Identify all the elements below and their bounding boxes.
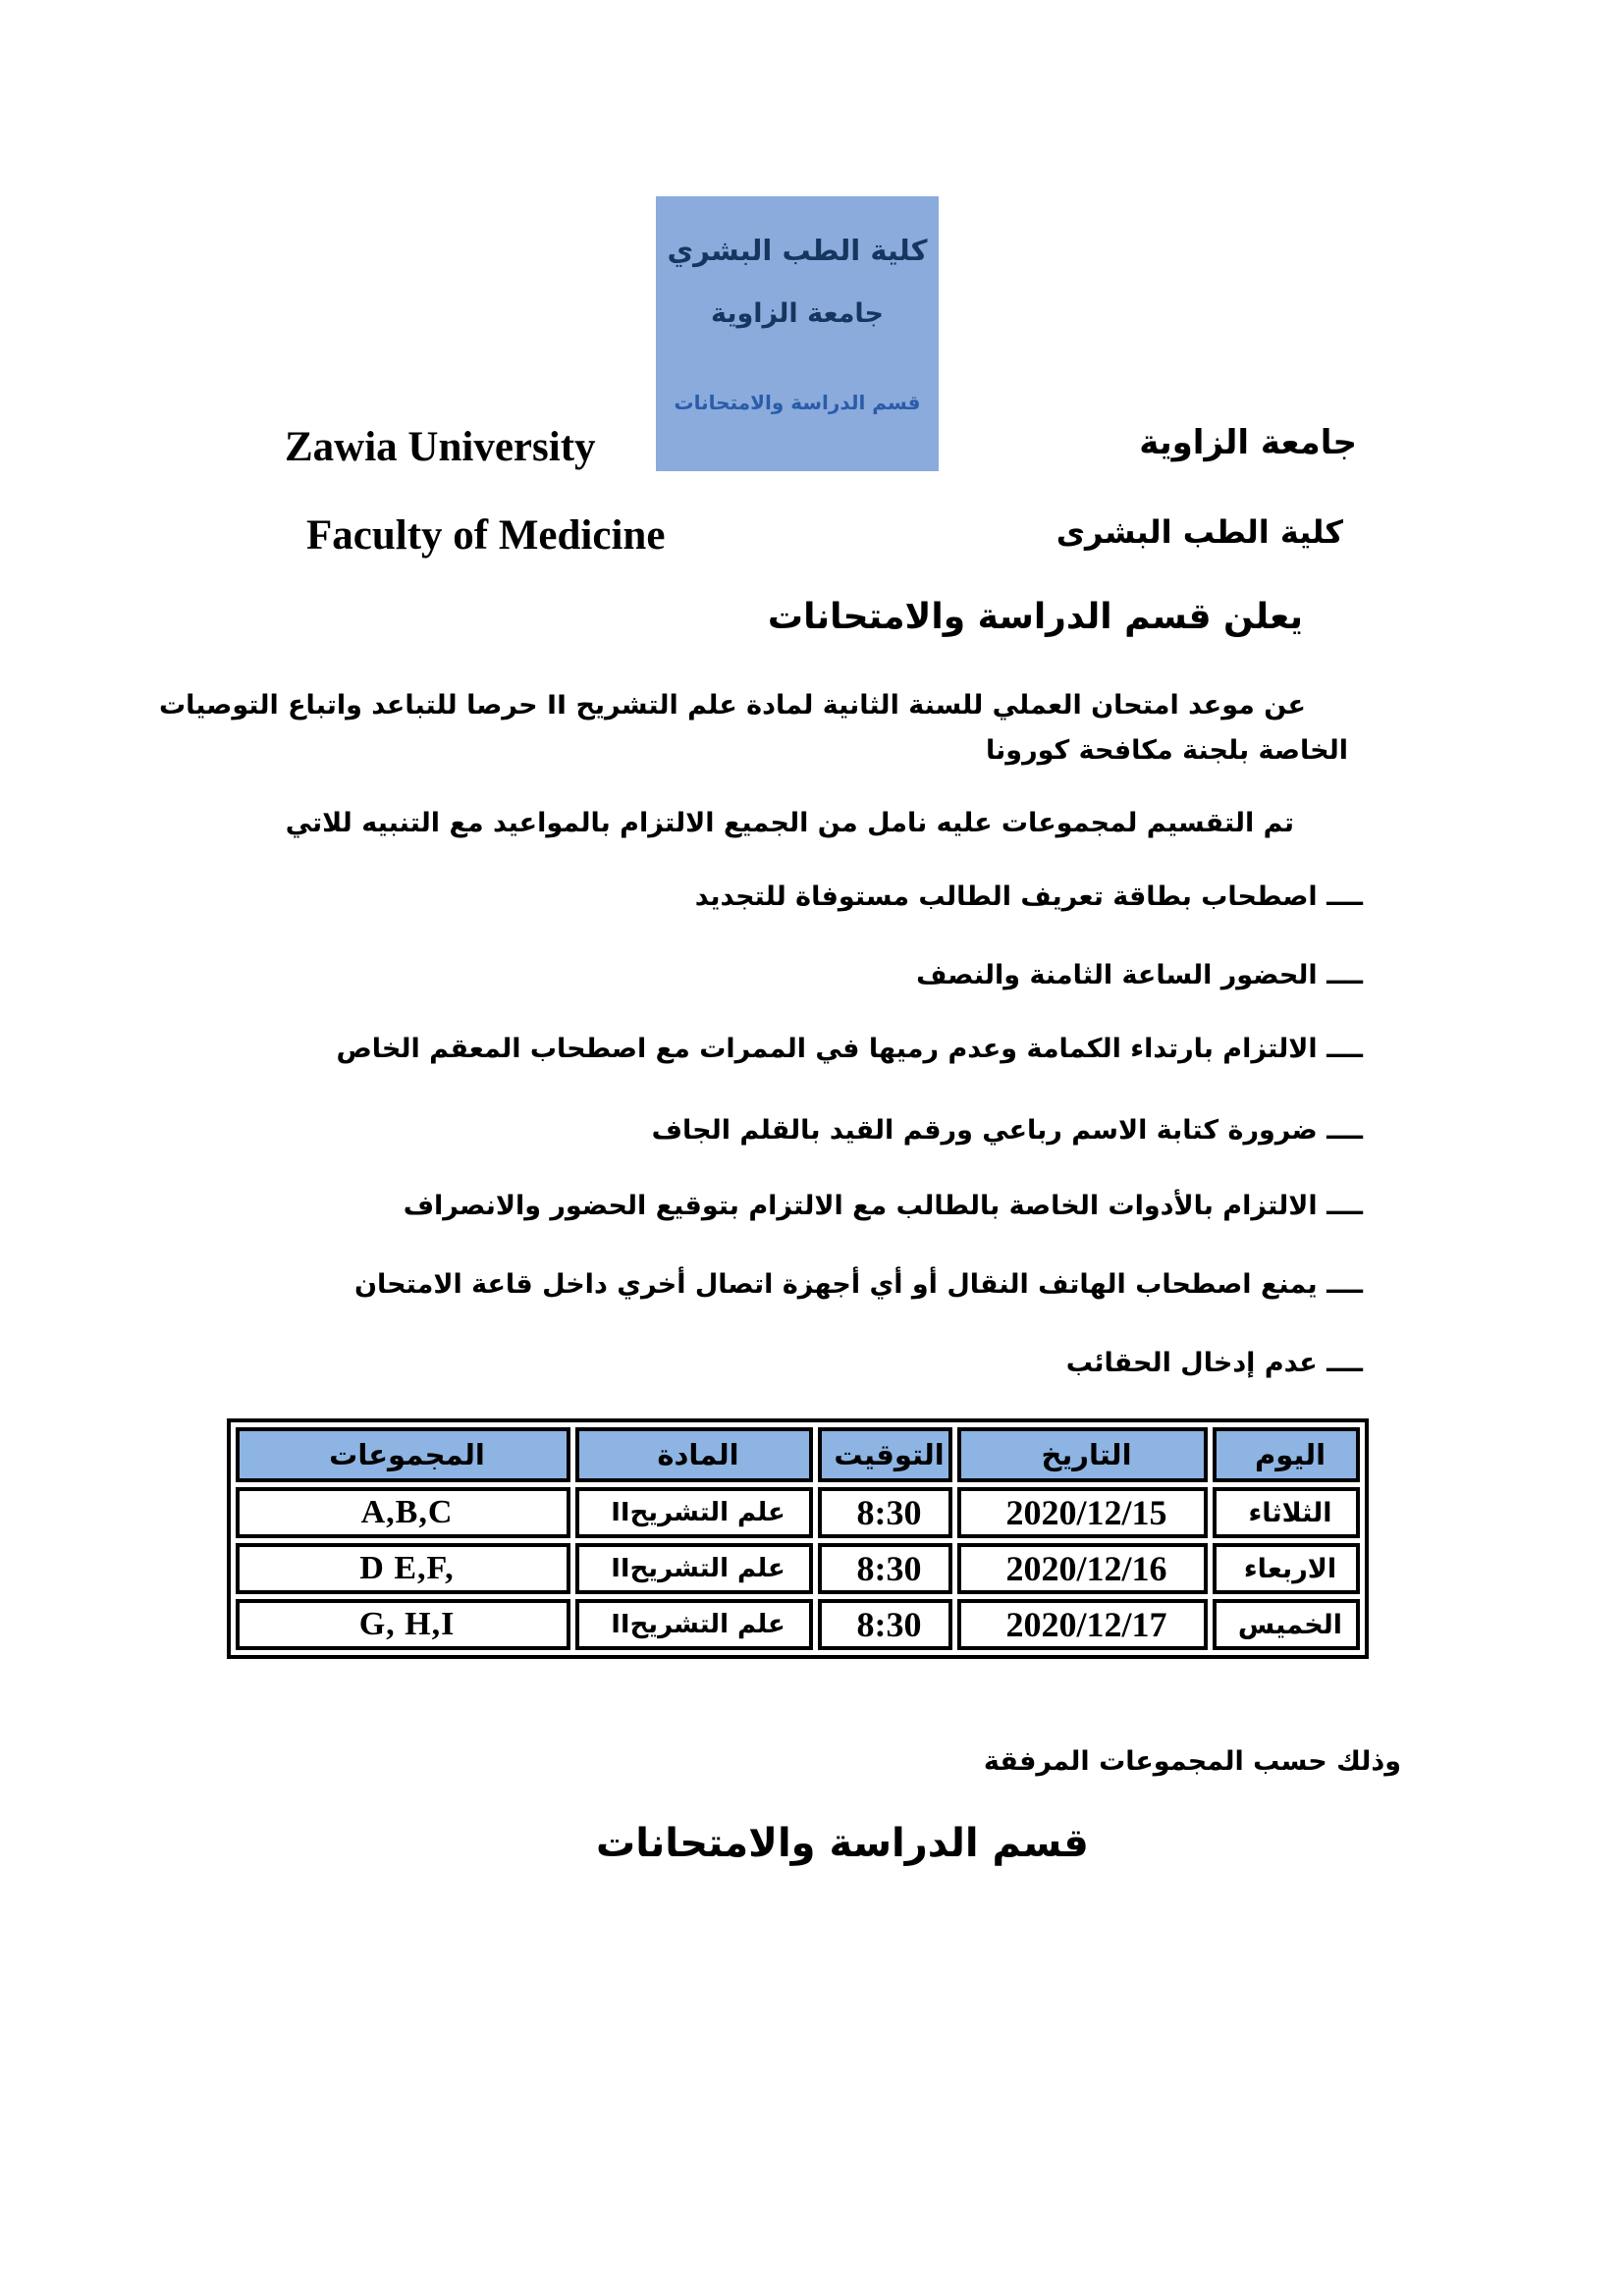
notes-intro: تم التقسيم لمجموعات عليه نامل من الجميع الالتزام بالمواعيد مع التنبيه للاتي <box>285 808 1294 838</box>
dash-bullet: ــــ <box>1326 1348 1363 1378</box>
cell-groups <box>236 1599 570 1650</box>
time-value: 8:30 <box>856 1493 922 1532</box>
cell-time <box>818 1487 952 1538</box>
groups-value: G, H,I <box>358 1606 456 1642</box>
note-item-tools-signature <box>404 1188 1363 1225</box>
logo-university-name: جامعة الزاوية <box>710 298 885 329</box>
cell-groups <box>236 1543 570 1594</box>
time-value: 8:30 <box>856 1605 922 1644</box>
dash-bullet: ــــ <box>1326 960 1363 990</box>
note-item-id-card <box>695 879 1363 916</box>
date-value: 2020/12/17 <box>1005 1605 1167 1644</box>
note-text: يمنع اصطحاب الهاتف النقال أو أي أجهزة اتصال أخري داخل قاعة الامتحان <box>353 1269 1318 1300</box>
groups-value: A,B,C <box>360 1494 454 1530</box>
footer-note: وذلك حسب المجموعات المرفقة <box>983 1746 1401 1777</box>
university-name-arabic: جامعة الزاوية <box>1139 423 1357 462</box>
cell-subject: علم التشريحII <box>575 1487 813 1538</box>
cell-day: الاربعاء <box>1213 1543 1360 1594</box>
cell-day: الثلاثاء <box>1213 1487 1360 1538</box>
logo-faculty-name: كلية الطب البشري <box>667 234 928 267</box>
note-item-mask <box>336 1031 1363 1068</box>
cell-time <box>818 1543 952 1594</box>
university-name-english: Zawia University <box>285 424 596 470</box>
note-item-no-phones <box>354 1266 1363 1304</box>
dash-bullet: ــــ <box>1326 1191 1363 1221</box>
faculty-logo <box>656 196 939 471</box>
faculty-name-english: Faculty of Medicine <box>306 512 666 559</box>
cell-date <box>957 1487 1208 1538</box>
cell-date <box>957 1543 1208 1594</box>
dash-bullet: ــــ <box>1326 1034 1363 1064</box>
dash-bullet: ــــ <box>1326 1269 1363 1300</box>
column-header-time: التوقيت <box>818 1427 952 1482</box>
note-text: ضرورة كتابة الاسم رباعي ورقم القيد بالقلم الجاف <box>651 1115 1318 1146</box>
column-header-subject: المادة <box>575 1427 813 1482</box>
announcement-title: يعلن قسم الدراسة والامتحانات <box>767 597 1303 637</box>
announcement-body-line1: عن موعد امتحان العملي للسنة الثانية لمادة علم التشريح II حرصا للتباعد واتباع التوصيات <box>158 690 1306 721</box>
table-row <box>236 1543 1360 1594</box>
note-item-no-bags <box>1066 1345 1363 1382</box>
date-value: 2020/12/15 <box>1005 1493 1167 1532</box>
announcement-body-line2: الخاصة بلجنة مكافحة كورونا <box>986 735 1348 766</box>
table-header-row <box>236 1427 1360 1482</box>
logo-department-name: قسم الدراسة والامتحانات <box>674 391 921 414</box>
note-item-attendance-time <box>916 957 1363 994</box>
note-item-name-pen <box>652 1112 1363 1149</box>
column-header-date: التاريخ <box>957 1427 1208 1482</box>
table-row <box>236 1487 1360 1538</box>
dash-bullet: ــــ <box>1326 1115 1363 1146</box>
cell-subject: علم التشريحII <box>575 1543 813 1594</box>
note-text: اصطحاب بطاقة تعريف الطالب مستوفاة للتجديد <box>694 881 1318 912</box>
column-header-day: اليوم <box>1213 1427 1360 1482</box>
date-value: 2020/12/16 <box>1005 1549 1167 1588</box>
exam-schedule-table-frame <box>227 1418 1369 1659</box>
time-value: 8:30 <box>856 1549 922 1588</box>
department-signature: قسم الدراسة والامتحانات <box>596 1821 1089 1866</box>
note-text: الحضور الساعة الثامنة والنصف <box>916 960 1318 990</box>
cell-subject: علم التشريحII <box>575 1599 813 1650</box>
dash-bullet: ــــ <box>1326 881 1363 912</box>
note-text: الالتزام بالأدوات الخاصة بالطالب مع الالتزام بتوقيع الحضور والانصراف <box>403 1191 1318 1221</box>
note-text: الالتزام بارتداء الكمامة وعدم رميها في الممرات مع اصطحاب المعقم الخاص <box>336 1034 1318 1064</box>
groups-value: D E,F, <box>359 1550 455 1586</box>
faculty-name-arabic: كلية الطب البشرى <box>1056 513 1343 551</box>
cell-date <box>957 1599 1208 1650</box>
cell-time <box>818 1599 952 1650</box>
note-text: عدم إدخال الحقائب <box>1065 1348 1318 1378</box>
exam-schedule-table <box>231 1422 1365 1655</box>
column-header-groups: المجموعات <box>236 1427 570 1482</box>
cell-groups <box>236 1487 570 1538</box>
cell-day: الخميس <box>1213 1599 1360 1650</box>
table-row <box>236 1599 1360 1650</box>
